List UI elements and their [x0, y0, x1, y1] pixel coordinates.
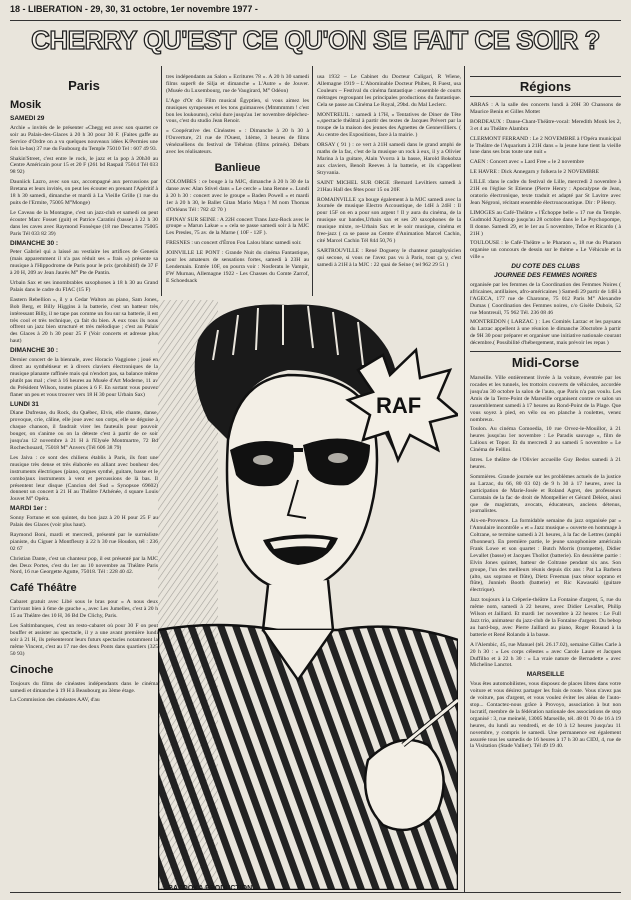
day-heading: LUNDI 31: [10, 400, 39, 408]
listing: Les Saltimbanques, c'est un resto-cabaret où pour 30 F on peut bouffer et assister au spectacle, il y a une avant première lundi soir à 21 H, ils présenteront leurs futurs spectacles notamment la même Vincent, c'est au 17 rue des deux Ponts dans quartiers (325 50 93): [10, 623, 158, 657]
section-title-regions: Régions: [470, 76, 621, 97]
page-header: 18 - LIBERATION - 29, 30, 31 octobre, 1er novembre 1977 -: [10, 4, 621, 21]
listing: CAEN : Concert avec « Lard Free » le 2 novembre: [470, 159, 585, 166]
listing: LE HAVRE : Dick Annegarn y folkera le 2 NOVEMBRE: [470, 169, 599, 176]
listing: usa 1932 – Le Cabinet du Docteur Caligari, R Wiene, Allemagne 1919 – L'Abominable Docteur Phibes, R Fuest, usa Couleurs – Festival du cinéma fantastique : ensemble de courts métrages regroupant les principales productions du fantastique. Cela se passe au Cinéma Le Royal, 29bd. du Mal Leclerc.: [317, 74, 461, 108]
listing: EPINAY SUR SEINE : A 22H concert Trans Jazz-Rock avec le groupe « Marun Lakue » » cela se passe samedi soir à la MJC Les Presles, 75 av. de la Marne ( 10F - 12F ).: [166, 216, 309, 237]
column-banlieue-cont: [317, 74, 461, 300]
comic-drawing: [158, 300, 458, 890]
column-rule: [464, 66, 465, 892]
section-title-cafe-theatre: Café Théâtre: [10, 582, 77, 595]
listing: Aix-en-Provence. La formidable semaine du jazz organisée par « l'Annulaire incontrôle » et « Jazz musique » ouverte en hommage à Coltrane, se termine samedi à 21 heures, à la fac de Lettres (amphi d'honneur). En première partie, le jeune saxophoniste américain Frank Lowe et son quartet : Butch Morris (trompette), Didier Levallet (basse) et Jacques Thollot (batterie). En deuxième partie : Elvin Jones quintet, batteur de Coltrane pendant six ans. Son groupe, l'un des meilleurs réunis depuis dix ans : Pat La Barbera (alto, sax soprano et flûte), Dietz Freeman (sax ténor soprano et flûte), Junnieh Booth (batterie) et Ric Kawasaki (guitare électrique).: [470, 518, 621, 594]
section-title-midi-corse: Midi-Corse: [470, 351, 621, 370]
subheading: DU COTE DES CLUBS: [511, 263, 580, 271]
listing: SAINT MICHEL SUR ORGE :Bernard Leviltiers samedi à 21Hau Hall des fêtes pour 15 ou 20F.: [317, 179, 461, 193]
listing: Sonny Fortune et son quintet, du bon jazz à 20 H pour 25 F au Palais des Glaces (voir plus haut).: [10, 515, 158, 529]
subheading: MARSEILLE: [526, 671, 565, 679]
column-rule: [161, 66, 162, 296]
listing: L'Age d'Or du Film musical Égyptien, si vous aimez les musiques syrupeuses et les tons guimauves (Mmmmmm ! c'est bon les loukoums), celui dure jusqu'au 1er novembre dépêchez-vous, c'est du studio Jean Renoir.: [166, 97, 309, 125]
listing: Archie « invités de le présenter »Chegg est avec son quartet ce soir au Palais-des-Glaces à 20 h 30 pour 30 F. (Faites gaffe au Service d'Ordre on a vu quelques nouveaux idées K/Permies une fois la-bas) 37 rue du Faubourg du Temple 75010 Tel : 607 49 93.: [10, 124, 158, 152]
day-heading: DIMANCHE 30 :: [10, 347, 59, 355]
listing: Toujours du films de cinéastes indépendants dans le cinéma samedi et dimanche à 19 H à Beaubourg au 3ème étage.: [10, 680, 158, 694]
column-banlieue: [166, 74, 309, 300]
listing: BORDEAUX : Danse-Chant-Théâtre-vocal: Meredith Monk les 2, 3 et 4 au Théâtre Alambra: [470, 118, 621, 132]
listing: Diane Dufresne, du Rock, du Québec, Elvis, elle chante, danse, provoque, crie, câline, elle joue avec son corps, elle se déguise à chaque chanson, il faudrait virer les fauteuils pour pouvoir bouger, on s'anime ou on la déteste c'est à partir de ce soir jusqu'au 12 novembre à 21 H à l'Elysée Montmartre, 72 Bd Rochechouard, 75018 M° Anvers (Tél 606 38 79): [10, 410, 158, 451]
listing: TOULOUSE : le Café-Théâtre « le Pharaon », 18 rue du Pharaon organise un concours de dessin sur le thème « Le Véhicule et la ville »: [470, 240, 621, 261]
day-heading: DIMANCHE 30 :: [10, 239, 59, 247]
listing: Dauniick Lazro, avec son sax, accompagné aux percussions par Bretana et leurs invités, on peut les écouter en prenant l'Apéritif à 18 h 30 samedi, dimanche et mardi à La Vieille Grille (1 rue du puits de l'Ermite, 75005 M°Monge): [10, 179, 158, 206]
listing: Peter Gabriel qui a laissé au vestiaire les artifices de Genesis (mais apparemment il n'a pas réduit ses « frais ») présente sa musique à l'Hippodrome de Paris pour le prix (prohibitif) de 37 F à 20 H, 209 av Jean Jaurès M° Pte de Pantin.: [10, 249, 158, 277]
listing: organisée par les femmes de la Coordination des Femmes Noires ( africaines, antillaises, afro-américaines ) Samedi 29 partir de 14H à l'AGECA, 177 rue de Charonne, 75 012 Paris M° Alexandre Dumas ( Coordination des Femmes noires, c/o Gisèle Dubois, 52 rue Montreuil, 75 962 Tél. 236 08 46: [470, 281, 621, 316]
balloon-text: RAF: [376, 393, 422, 418]
listing: Marseille. Ville entièrement livrée à la voiture, éventrée par les rocades et les tunnels, les trottoirs couverts de véhicules, accordée jusqu'au 30 octobre la salon de l'auto, que Paris n'a pas voulu. Les Amis de la Terre-Point de Marseille organisent contre ce salon un rassemblement samedi à 17 heures au Rond-Point de la Plage. Que vous soyez à pied, en vélo ou en planche à roulettes, venez nombreux.: [470, 375, 621, 423]
listing: Cabaret gratuit avec Libé sous le bras pour « A nous deux l'arrivant bien à 6me de gauche », avec Les Jumelles, c'est à 20 h 15 au Théâtre des 10 H, 36 Bd De Clichy, Paris.: [10, 599, 158, 620]
listing: Vous êtes automobilistes, vous disposez de places libres dans votre voiture et vous désirez partager les frais de route. Vous n'avez pas de voiture, pas d'argent, et vous voulez éviter les aléas de l'auto-stop... Contactez-nous grâce à Provoyo, association à but non lucratif, membre de la fédération nationale des associations de stop organisé : 3, rue meinelé, 13005 Marseille, tél. 48 01 70 de 16 à 19 heures, du lundi au vendredi, et de 10 à 12 heures jusqu'au 11 novembre, y compris le samedi. Une permanence est également assurée tous les samedis de 16 heures à 17 h 30 au CIDJ, 4, rue de la Visitation (Stade Vallier). Tél 49 19 40.: [470, 681, 621, 750]
listing: Le Caveau de la Montagne, c'est un jazz-club et samedi on peut écouter Marc Fosset (guit) et Patrice Caratini (basse) à 22 h 30 dans les caves avec Raymond Fonsèque (18 rue Descartes 75005 Paris Tél 033 82 39): [10, 209, 158, 237]
listing: La Commission des cinéastes AAV, d'au: [10, 697, 100, 704]
day-heading: SAMEDI 29: [10, 115, 45, 122]
column-regions: [470, 72, 621, 892]
listing: Raymond Boni, mardi et mercredi, présenté par le surréaliste pianiste, du Ciguer à Montfleury à 22 h 30 rue Houdon, tél : 236 02 67: [10, 531, 158, 552]
listing: MONTREDON ( LARZAC ) : Les Comités Larzac et les paysans du Larzac appellent à une réunion le dimanche 30octobre à partir de 9H 30 pour préparer et organiser une initiative nationale courant décembre.( Possibilité d'hébergement, mais prévoir les repas ): [470, 319, 621, 347]
listing: ORSAY ( 91 ) : ce vert à 21H samedi dans le grand amphi de maths de la fac, c'est de la musique un rock à eux, il y a Olivier Marina à la guitare, Alain Yvorra à la basse, Harold Bokobza aux claviers, Benoît Reeves à la batterie, et ils s'appellent Stryvania.: [317, 142, 461, 176]
listing: Sommières. Grande journée sur les problèmes actuels de la justice au Larzac, du 66, 80 03 02) de 9 h 30 à 17 heures, avec la participation de Marie-Josée et Roland Agret, des professeurs Curratain de la fac de droit de Montpellier et Gérard Déléot, ainsi que de magistrats, avocats, éducateurs, anciens détenus, journalistes.: [470, 473, 621, 515]
day-heading: MARDI 1er :: [10, 505, 47, 513]
listing: CLERMONT FERRAND : Le 2 NOVEMBRE à l'Opéra municipal le Théâtre de l'Aquarium à 21H dans « la jeune lune tient la vieille lune dans ses bras toute une nuit »: [470, 135, 621, 156]
listing: A l'Alembic, 45, rue Manuel (tél. 26.17.02), semaine Gilles Carle à 20 h 30 : « Les corps célestes » avec Carole Laure et Jacques Duffilho et à 22 h 30 : « La vraie nature de Bernadette » avec Micheline Lanctot.: [470, 641, 621, 669]
listing: Toulon. Au cinéma Comoedia, 10 rue Orvez-le-Mouillor, à 21 heures jusqu'au 1er novembre : Le Paradis sauvage », film de Lalioux et Topor. Et du mercredi 2 au samedi 5 novembre « Le Cinéma de Fellini.: [470, 426, 621, 454]
listing: Christian Dante, c'est un chanteur pop, il est présenté par la MJC des Deux Portes, c'est du 1er au 10 novembre au Théâtre Paris Nord, 16 rue Georgette Agutte, 75018. Tél : 228 40 42.: [10, 555, 158, 576]
listing: Dernier concert de la biennale, avec Horacio Vaggione ; joué en direct au synthétiseur et à divers claviers électroniques de la musique planante raffinée mais qui n'endort pas, sa balance même plutôt pas mal ; c'est à 16 heures au Musée d'Art Moderne, 11 av du Président Wilson, toutes places à 6 F. En sortant vous pouvez flaner un peu et vous trouver vers 18 H 30 pour Urbain Sax): [10, 357, 158, 398]
headline: CHERRY QU'EST CE QU'ON SE FAIT CE SOIR ?: [31, 25, 600, 55]
listing: SARTROUVILLE : René Dogueny le chanteur pataphysicien qui secoue, si vous ne l'avez pas vu à Paris, tout ça y, c'est samedi à 21H à la MJC : 22 quai de Seine ( tel 962 29 51 ): [317, 247, 461, 268]
listing: Shakin'Street, c'est entre le rock, le jazz et la pop à 20h30 au Centre Américain pour 15 et 20 F (261 bd Raspail 75014 Tél 033 98 92): [10, 155, 158, 176]
listing: COLOMBES : ce bouge à la MJC, dimanche à 20 h 30 de la danse avec Alan Stivel dans « Le cercle » lana Renne ». Lundi à 20 h 30 : concert avec le groupe « Baden Powell » et mardi 1er à 20 h 30, le Ballet Gitan Mario Maya ! M nom Thomas d'Orléans Tél : 782 42 70 ): [166, 178, 309, 213]
illustration-credit: BAZOOKA PRODUCTION: [168, 885, 253, 892]
listing: FRESNES : un concert d'Étron Fou Lalou blanc samedi soir.: [166, 240, 302, 247]
listing: JOINVILLE LE PONT : Grande Nuit du cinéma Fantastique, pour les amateurs de sensations fortes, samedi à 23H au Lendemain. Entrée 10F, on pourra voir : Nosferatu le Vampir, FW Murnau, Allemagne 1922 - Les Chasses du Comte Zarrof, E Schoedsack: [166, 250, 309, 284]
column-paris: [10, 74, 158, 892]
section-title-cinoche: Cinoche: [10, 663, 54, 676]
listing: Les Jaiva : ce sont des chiliens établis à Paris, ils font une musique très dense et très élaborée en alliant avec bonheur des instruments électriques (piano, orgues synthé, guitare, basse et le combo)aux instruments à vent et percussions de là bas. Il présentent leur disque (Cancion del Sud » Synopsoe 69602) donnent un concert à 21 H au Théâtre l'Athénée, 4 square Louis Jouvet M° Opéra.: [10, 454, 158, 503]
bottom-rule: [10, 892, 621, 893]
listing: « Coopérative des Cinéastes » : Dimanche à 20 h 30 à l'Ouverture, 21 rue de l'Ouest, 14ème, 3 heures de films vénézuéliens du festival de Téhéran (films primés). Débats avec les réalisateurs.: [166, 128, 309, 156]
section-title-mosik: Mosik: [10, 99, 42, 111]
listing: LIMOGES au Café-Théâtre « l'Échoppe belle » 17 rue du Temple. Gudmold Xaylcoup jusqu'au 28 octobre dans le Le Psychopompe, Il donne. Samedi 29, et le 1er au 5 novembre, Tefoe et Ricardo ( à 21H ): [470, 209, 621, 237]
listing: ARRAS : A la salle des concerts lundi à 20H 30 Chansons de Maurice Benin et Gilles Mottet: [470, 102, 621, 115]
comic-illustration: [158, 300, 458, 890]
column-rule: [312, 66, 313, 296]
listing: Eastern Rebellion », il y a Cedar Walton au piano, Sam Jones, Bob Berg, et Billy Higgins à la batterie, c'est un batteur très intéressant Billy, il ne tape pas comme un fou sur sa batterie, il est très cool et très technique, ça fait du bien. A eux tous ils nous offrent un jazz bien structuré et très mélodique ; c'est au Palais des Glaces à 20 h 30 pour 25 F (Voir concerts et adresse plus haut): [10, 296, 158, 345]
listing: MONTREUIL : samedi à 17H, « Tentatives de Diner de Tête »,spectacle théâtral à partir des textes de Jacques Prévert par la troupe de la maison des jeunes des Agnettes de Gennevilliers. ( Au centre des Expositions, face à la mairie. ): [317, 111, 461, 139]
listing: Urbain Sax et ses innombrables saxophones à 18 h 30 au Grand Palais dans le cadre du FIAC (15 F): [10, 280, 158, 293]
listing: ROMAINVILLE :ça bouge également à la MJC samedi avec la Journée de musique Electro Accoustique, de 14H à 24H : Il pour 15F on en a pour son argent ! Il y aura du cinéma, de la musique sur bandes,Urbain sax et ses 20 saxophones de la musique mixte, re-Urbain Sax et le soir musique, cinéma et free-jazz ( ca se passe au Centre d'Animation Marcel Cachin, cité Marcel Cachin Tél 844 50,76 ): [317, 196, 461, 244]
listing: tres indépendants au Salon « Ecritures 78 ». A 20 h 30 samedi films super8 de Silja et dimanche « L'Autre » de Jouver. (Musée du Luxembourg, rue de Vaugirard, M° Odéon): [166, 74, 309, 94]
listing: LILLE :dans le cadre du festival de Lille, mercredi 2 novembre à 21H en l'église St Etienne (Pierre Henry : Apocalypse de Jean, oratorio électronique, texte traduit et adapté par St Lavitre avec Jean Négroni, récitant ensemble électroacoustique. Dir : P Henry.: [470, 179, 621, 206]
section-title-paris: Paris: [68, 78, 100, 93]
listing: Istres. Le théâtre de l'Olivier accueille Guy Bedos samedi à 21 heures.: [470, 457, 621, 470]
subheading: JOURNEE DES FEMMES NOIRES: [494, 272, 597, 280]
listing: Jazz toujours à la Crêperie-théâtre La Fontaine d'argent, 5, rue du même nom, samedi à 22 heures, avec Didier Levallet, Philip Wilson et Jaillard. Et mardi 1er novembre à 22 heures : Le Full Jazz trio, animateur du jazz-club de la Fontaine d'argent. Du bebop au hard-bop, avec Pierre Jaillard au piano, Roger Rouaud à la batterie et René Rolando à la basse.: [470, 597, 621, 638]
section-title-banlieue: Banlieue: [214, 161, 261, 174]
